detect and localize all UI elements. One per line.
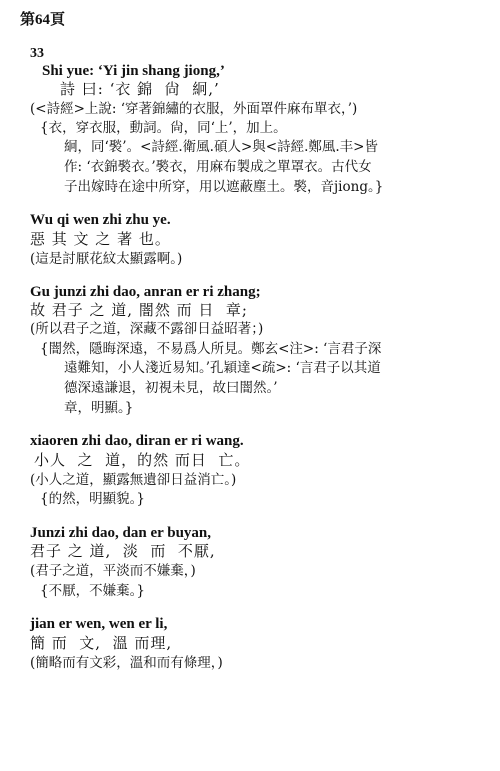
note-line: 絅，同‘褧’。<詩經.衛風.碩人>與<詩經.鄭風.丰>皆 [64, 139, 378, 155]
pinyin-line: xiaoren zhi dao, diran er ri wang. [30, 433, 244, 449]
translation-line: (君子之道，平淡而不嫌棄，) [30, 563, 196, 579]
section-number: 33 [30, 46, 44, 61]
hanzi-line: 簡 而 文, 溫 而理, [30, 634, 173, 652]
translation-line: (<詩經>上說: ‘穿著錦繡的衣服，外面罩件麻布單衣，’) [30, 101, 358, 117]
translation-line: (這是討厭花紋太顯露啊。) [30, 251, 183, 267]
hanzi-line: 詩 曰: ‘衣 錦 尙 絅,’ [60, 80, 220, 98]
translation-line: (所以君子之道，深藏不露卻日益昭著；) [30, 321, 264, 337]
pinyin-line: jian er wen, wen er li, [30, 616, 168, 632]
pinyin-line: Gu junzi zhi dao, anran er ri zhang; [30, 284, 261, 300]
note-line: 章，明顯。} [64, 400, 134, 416]
note-line: 遠難知，小人淺近易知。’孔穎達<疏>: ‘言君子以其道 [64, 360, 381, 376]
note-line: {的然，明顯貌。} [40, 491, 145, 507]
note-line: 作: ‘衣錦褧衣。’褧衣，用麻布製成之單罩衣。古代女 [64, 159, 372, 175]
hanzi-line: 君子 之 道, 淡 而 不厭, [30, 542, 216, 560]
translation-line: (簡略而有文彩，溫和而有條理，) [30, 655, 223, 671]
pinyin-line: Wu qi wen zhi zhu ye. [30, 212, 171, 228]
pinyin-line: Shi yue: ‘Yi jin shang jiong,’ [42, 63, 225, 79]
note-line: 子出嫁時在途中所穿，用以遮蔽塵土。褧，音jiong。} [64, 179, 384, 195]
translation-line: (小人之道，顯露無遺卻日益消亡。) [30, 472, 237, 488]
note-line: {闇然，隱晦深遠，不易爲人所見。鄭玄<注>: ‘言君子深 [40, 341, 382, 357]
hanzi-line: 故 君子 之 道, 闇然 而 日 章; [30, 301, 248, 319]
hanzi-line: 小人 之 道，的然 而日 亡。 [34, 451, 251, 469]
note-line: {不厭，不嫌棄。} [40, 583, 145, 599]
hanzi-line: 惡 其 文 之 著 也。 [30, 230, 171, 248]
note-line: 德深遠謙退，初視未見，故曰闇然。’ [64, 380, 278, 396]
note-line: {衣，穿衣服，動詞。尙，同‘上’，加上。 [40, 120, 287, 136]
pinyin-line: Junzi zhi dao, dan er buyan, [30, 525, 212, 541]
page-header: 第64頁 [20, 12, 66, 28]
